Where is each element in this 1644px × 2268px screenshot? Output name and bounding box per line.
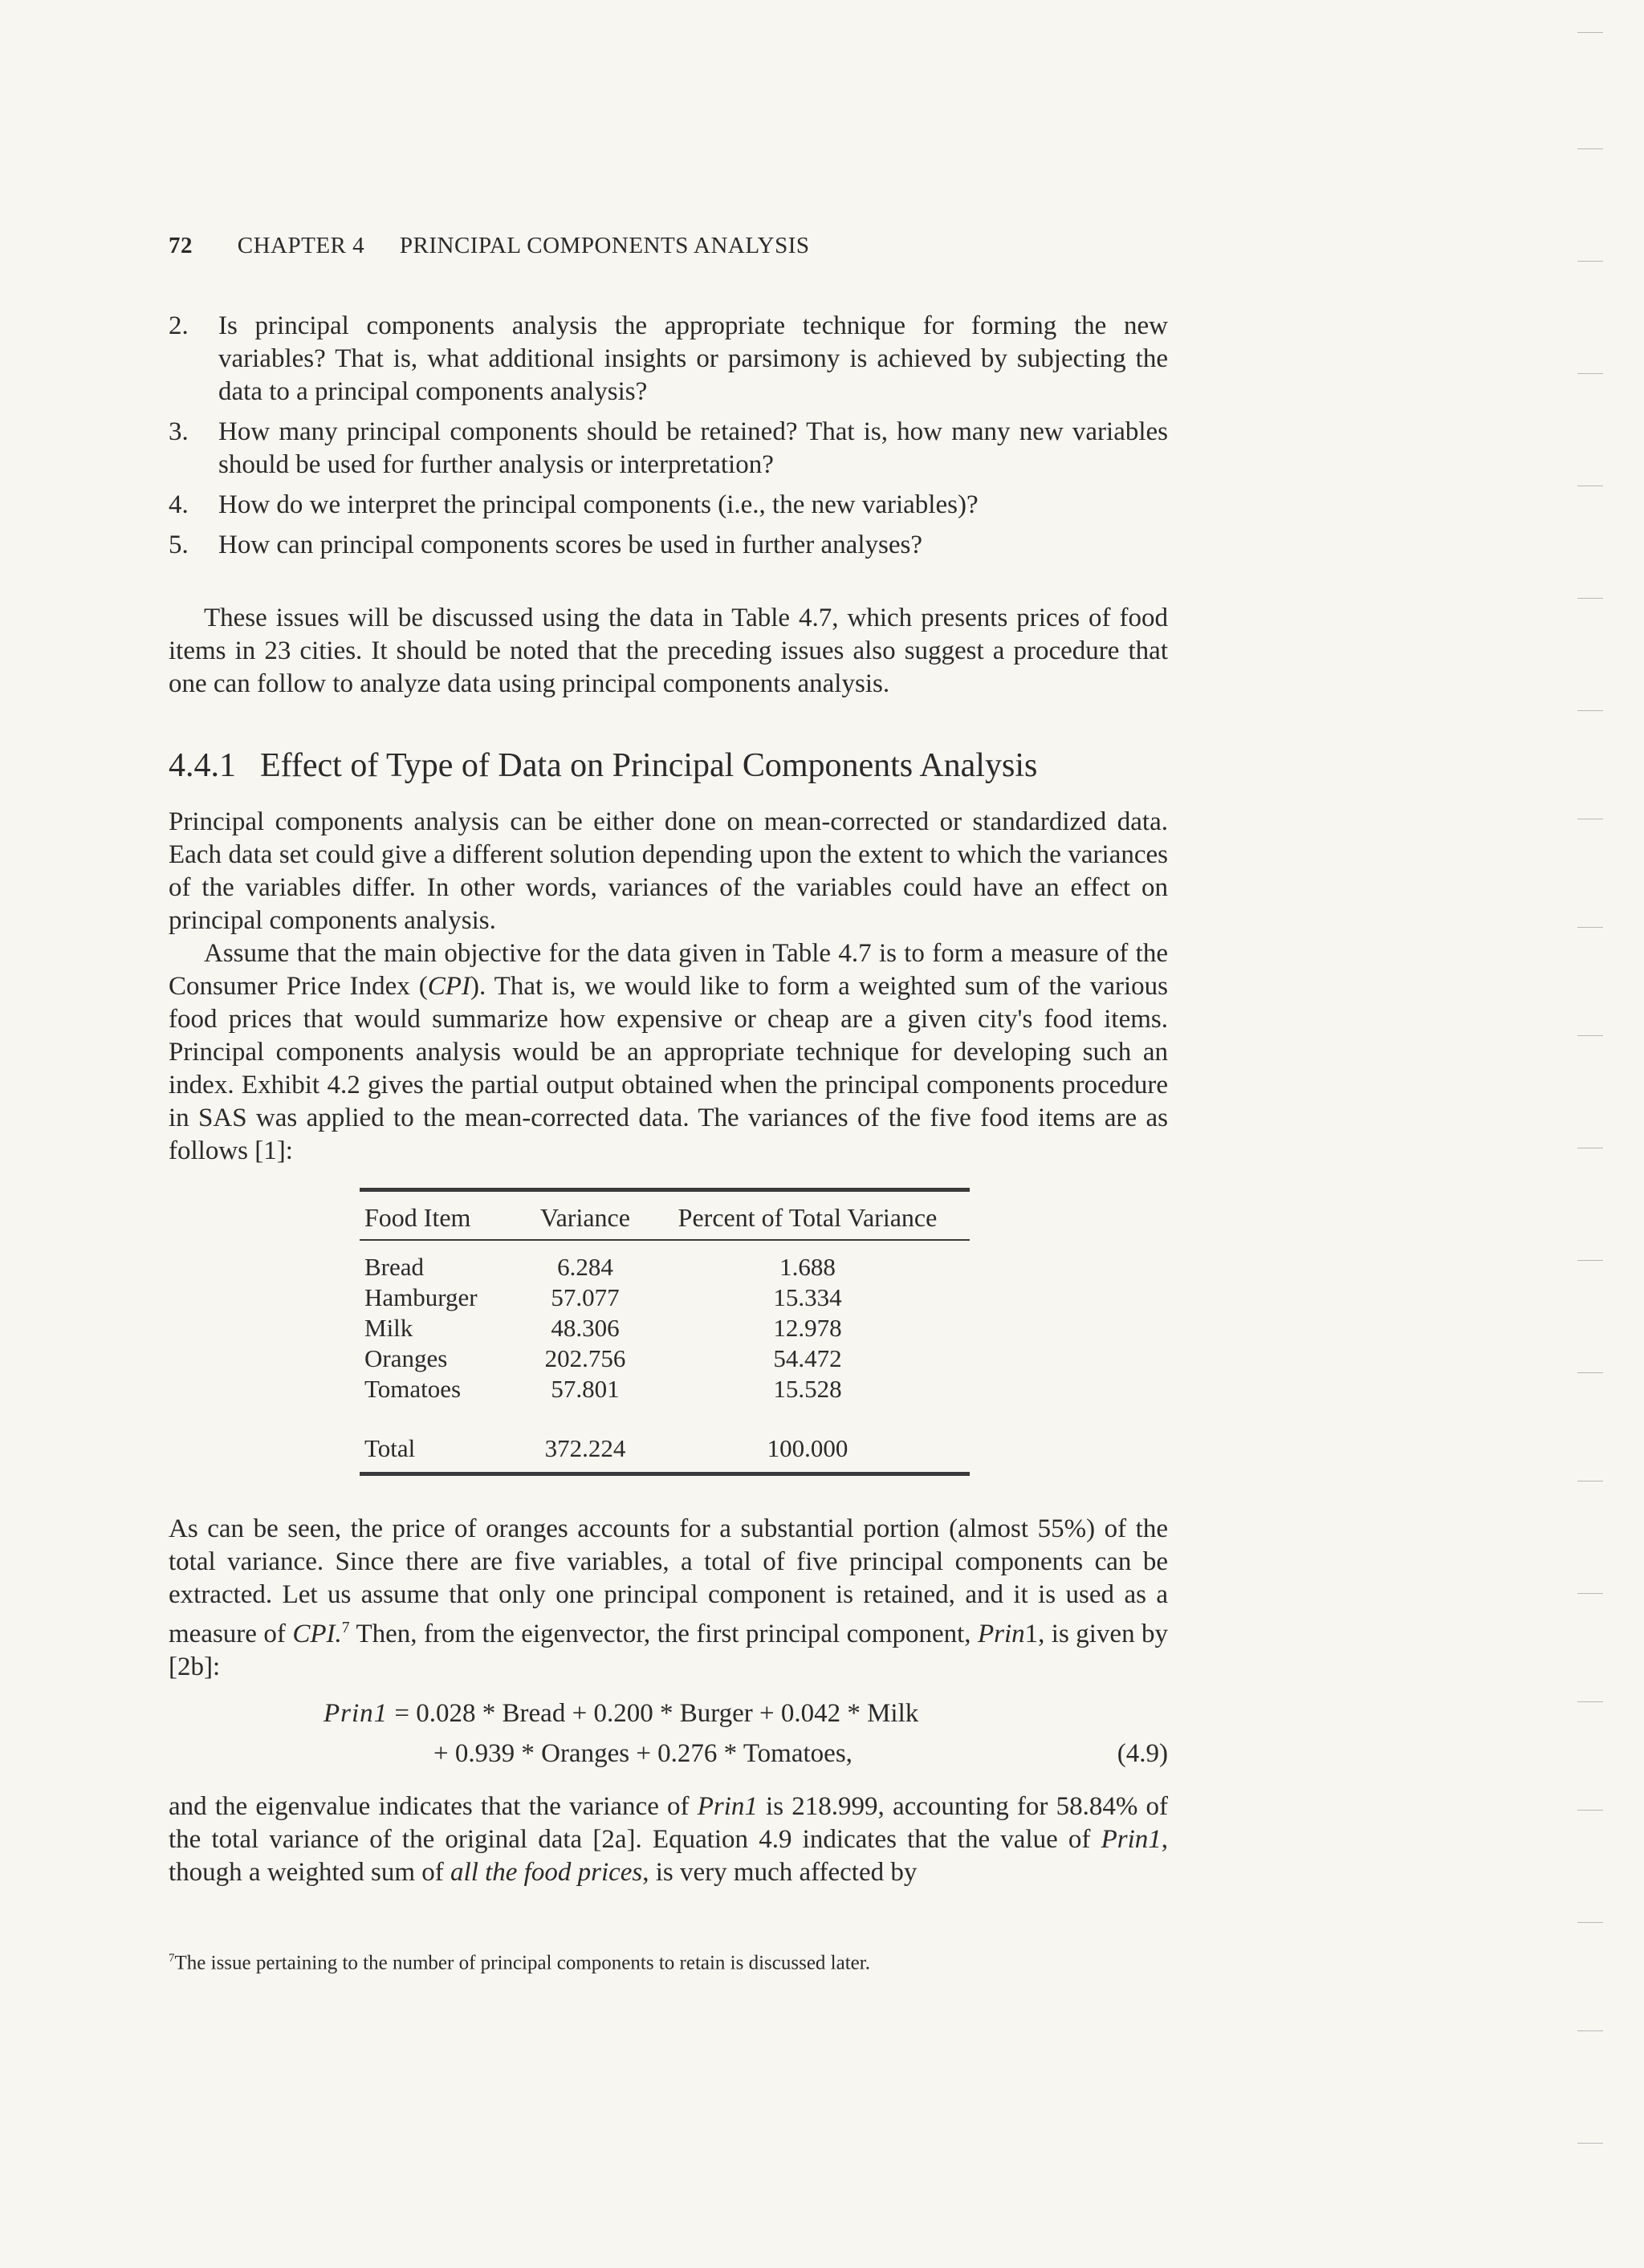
table-row bbox=[360, 1374, 970, 1404]
list-item bbox=[169, 416, 1168, 482]
list-item-number: 4. bbox=[169, 490, 189, 519]
edge-mark bbox=[1577, 1810, 1603, 1811]
para-text: , though a weighted sum of bbox=[169, 1825, 1168, 1887]
cell-variance: 57.077 bbox=[551, 1283, 620, 1311]
cell-total-percent: 100.000 bbox=[767, 1434, 848, 1462]
page-number: 72 bbox=[169, 233, 193, 258]
paragraph-eigenvalue bbox=[169, 1790, 1168, 1889]
cell-variance: 57.801 bbox=[551, 1375, 620, 1403]
column-header: Food Item bbox=[364, 1203, 471, 1232]
cell-total-label: Total bbox=[364, 1434, 416, 1462]
para-text: ). That is, we would like to form a weighted sum of the various food prices that would summarize how expensive or cheap are a given city's food items. Principal components analysis would be an appropriate technique for developing such an index. Exhibit 4.2 gives the partial output obtained when the principal components procedure in SAS was applied to the mean-corrected data. The variances of the five food items are as follows [1]: bbox=[169, 972, 1168, 1165]
para-text: is 218.999, accounting for 58.84% of the total variance of the original data [2a]. Equation 4.9 indicates that the value of bbox=[169, 1792, 1168, 1854]
list-item-number: 3. bbox=[169, 417, 189, 446]
equation-number: (4.9) bbox=[1117, 1739, 1168, 1768]
paragraph-data-type: Principal components analysis can be either done on mean-corrected or standardized data. Each data set could give a different solution depending upon the extent to which the variances of the variables differ. In other words, variances of the variables could have an effect on principal components analysis. bbox=[169, 807, 1168, 935]
para-text: , is very much affected by bbox=[642, 1858, 918, 1887]
edge-mark bbox=[1577, 32, 1603, 33]
table-row bbox=[360, 1343, 970, 1374]
section-number: 4.4.1 bbox=[169, 747, 236, 784]
table-row bbox=[360, 1313, 970, 1343]
list-item-number: 5. bbox=[169, 530, 189, 559]
cell-percent: 15.334 bbox=[773, 1283, 842, 1311]
cell-food: Tomatoes bbox=[364, 1375, 462, 1403]
table-total-row bbox=[360, 1404, 970, 1472]
variance-table bbox=[360, 1188, 970, 1476]
edge-mark bbox=[1577, 1701, 1603, 1702]
edge-mark bbox=[1577, 1922, 1603, 1923]
cell-variance: 48.306 bbox=[551, 1314, 620, 1342]
equation-rhs-1: = 0.028 * Bread + 0.200 * Burger + 0.042 * Milk bbox=[394, 1699, 919, 1728]
equation-lhs: Prin1 bbox=[324, 1699, 389, 1728]
list-item-number: 2. bbox=[169, 311, 189, 340]
table-row bbox=[360, 1241, 970, 1282]
prin-term: Prin bbox=[977, 1620, 1025, 1648]
cell-percent: 54.472 bbox=[773, 1344, 842, 1372]
prin-term: Prin1 bbox=[1101, 1825, 1162, 1854]
edge-mark bbox=[1577, 598, 1603, 599]
cell-food: Bread bbox=[364, 1253, 425, 1281]
intro-paragraph: These issues will be discussed using the data in Table 4.7, which presents prices of food items in 23 cities. It should be noted that the preceding issues also suggest a procedure that one can follow to analyze data using principal components analysis. bbox=[169, 604, 1168, 698]
chapter-label: CHAPTER 4 bbox=[237, 233, 365, 258]
paragraph-oranges bbox=[169, 1513, 1168, 1684]
edge-mark bbox=[1577, 373, 1603, 374]
edge-mark bbox=[1577, 261, 1603, 262]
footnote-number: 7 bbox=[169, 1952, 175, 1965]
cpi-term: CPI bbox=[427, 972, 470, 1001]
edge-mark bbox=[1577, 148, 1603, 149]
footnote-text: The issue pertaining to the number of principal components to retain is discussed later. bbox=[174, 1952, 870, 1974]
cell-food: Hamburger bbox=[364, 1283, 478, 1311]
edge-mark bbox=[1577, 1481, 1603, 1482]
section-title: Effect of Type of Data on Principal Components Analysis bbox=[260, 747, 1038, 784]
para-text: and the eigenvalue indicates that the variance of bbox=[169, 1792, 698, 1821]
edge-mark bbox=[1577, 2030, 1603, 2031]
cell-food: Milk bbox=[364, 1314, 413, 1342]
column-header: Percent of Total Variance bbox=[678, 1203, 938, 1232]
list-item-text: How do we interpret the principal components (i.e., the new variables)? bbox=[218, 490, 979, 519]
para-text: Assume that the main objective for the data given in Table 4.7 is to form a measure of the Consumer Price Index ( bbox=[169, 939, 1168, 1001]
para-text: , is given by [2b]: bbox=[169, 1620, 1169, 1681]
list-item bbox=[169, 489, 1168, 522]
para-text: Then, from the eigenvector, the first principal component, bbox=[349, 1620, 978, 1648]
cell-variance: 6.284 bbox=[557, 1253, 613, 1281]
running-header bbox=[169, 233, 810, 259]
edge-mark bbox=[1577, 927, 1603, 928]
list-item-text: How can principal components scores be used in further analyses? bbox=[218, 530, 922, 559]
table-header-row bbox=[360, 1192, 970, 1239]
prin-term: Prin1 bbox=[697, 1792, 758, 1821]
list-item-text: Is principal components analysis the appropriate technique for forming the new variables? That is, what additional insights or parsimony is achieved by subjecting the data to a principal components analysis? bbox=[218, 311, 1168, 406]
paragraph-cpi bbox=[169, 937, 1168, 1168]
cell-total-variance: 372.224 bbox=[544, 1434, 626, 1462]
cell-percent: 12.978 bbox=[773, 1314, 842, 1342]
edge-mark bbox=[1577, 1035, 1603, 1036]
equation-row-2: + 0.939 * Oranges + 0.276 * Tomatoes, bbox=[433, 1739, 853, 1768]
question-list bbox=[169, 310, 1168, 569]
chapter-title: PRINCIPAL COMPONENTS ANALYSIS bbox=[399, 233, 810, 258]
cell-percent: 1.688 bbox=[779, 1253, 836, 1281]
table-row bbox=[360, 1282, 970, 1313]
prin-number: 1 bbox=[1024, 1620, 1039, 1648]
cell-variance: 202.756 bbox=[544, 1344, 626, 1372]
edge-mark bbox=[1577, 1593, 1603, 1594]
edge-mark bbox=[1577, 710, 1603, 711]
cell-food: Oranges bbox=[364, 1344, 448, 1372]
list-item-text: How many principal components should be retained? That is, how many new variables should be used for further analysis or interpretation? bbox=[218, 417, 1168, 479]
para-text: As can be seen, the price of oranges accounts for a substantial portion (almost 55%) of the total variance. Since there are five variables, a total of five principal components can be extracted. Let us assume that only one principal component is retained, and it is used as a measure of bbox=[169, 1514, 1168, 1648]
list-item bbox=[169, 310, 1168, 408]
cell-percent: 15.528 bbox=[773, 1375, 842, 1403]
list-item bbox=[169, 529, 1168, 562]
table-bottom-rule bbox=[360, 1472, 970, 1476]
page-edge-marks bbox=[1577, 0, 1609, 2268]
footnote bbox=[169, 1952, 1168, 1974]
emphasis: all the food prices bbox=[450, 1858, 643, 1887]
cpi-term: CPI. bbox=[292, 1620, 342, 1648]
column-header: Variance bbox=[540, 1203, 630, 1232]
edge-mark bbox=[1577, 1260, 1603, 1261]
footnote-ref: 7 bbox=[341, 1619, 350, 1636]
section-heading bbox=[169, 746, 1037, 785]
edge-mark bbox=[1577, 2143, 1603, 2144]
edge-mark bbox=[1577, 1372, 1603, 1373]
equation-row-1 bbox=[324, 1695, 918, 1732]
